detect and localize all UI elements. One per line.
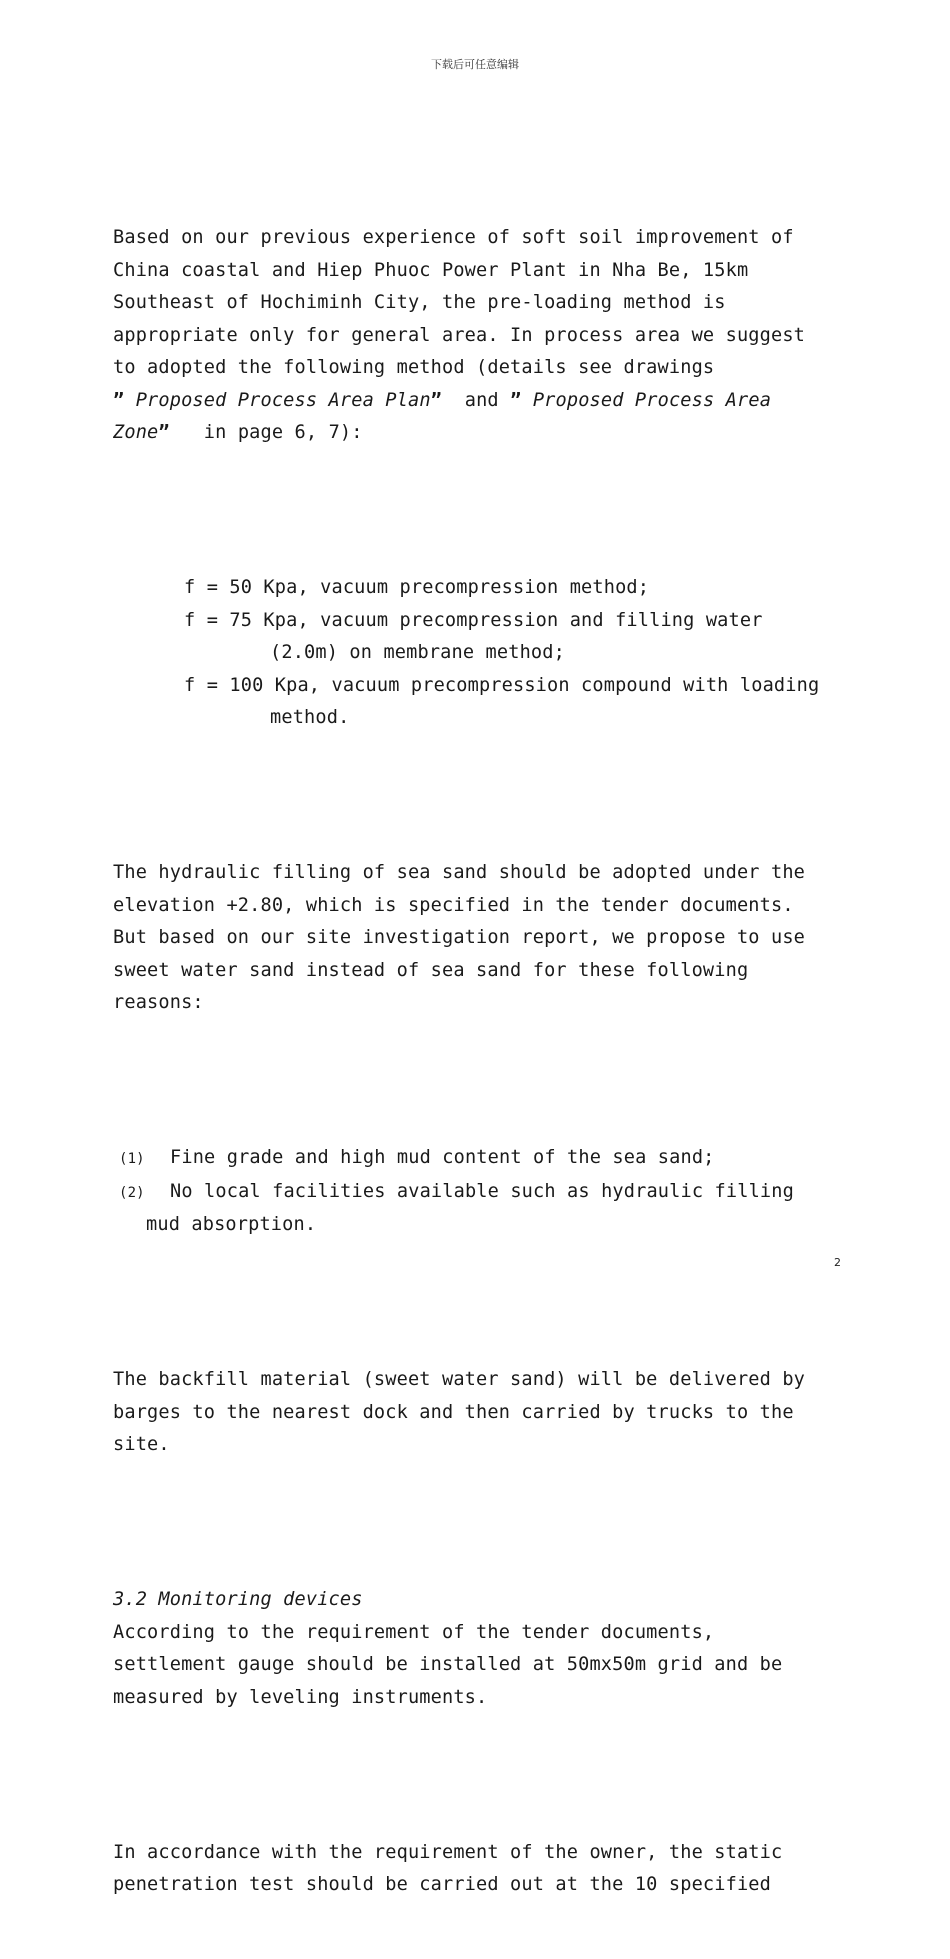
method-item: f = 75 Kpa, vacuum precompression and filling water <box>184 609 763 631</box>
paragraph-intro <box>113 222 848 450</box>
paragraph-backfill <box>113 1364 848 1462</box>
text-line: According to the requirement of the tender documents, <box>113 1621 715 1643</box>
paragraph-penetration-test <box>113 1837 848 1902</box>
text-line: appropriate only for general area. In process area we suggest <box>113 324 806 346</box>
quote-mark: ” <box>158 422 170 443</box>
reason-number: (2) <box>119 1184 145 1201</box>
method-item-cont: (2.0m) on membrane method; <box>270 642 565 663</box>
text-line: reasons: <box>113 992 204 1013</box>
text-line: site. <box>113 1434 170 1455</box>
reason-item-cont: mud absorption. <box>146 1214 317 1235</box>
text-line: penetration test should be carried out at the 10 specified <box>113 1874 771 1895</box>
text-line <box>113 417 848 450</box>
drawing-title-2: Proposed Process Area <box>521 389 772 411</box>
drawing-title-1: Proposed Process Area Plan <box>124 389 431 411</box>
quote-mark: ” <box>430 389 443 411</box>
text-line: measured by leveling instruments. <box>113 1686 488 1708</box>
text-line: China coastal and Hiep Phuoc Power Plant in Nha Be, 15km <box>113 259 749 281</box>
section-monitoring <box>113 1584 848 1714</box>
text-fragment: and <box>442 389 511 411</box>
method-item: f = 50 Kpa, vacuum precompression method; <box>184 577 650 598</box>
drawing-title-2-end: Zone <box>113 422 159 443</box>
reason-text: No local facilities available such as hydraulic filling <box>170 1180 794 1202</box>
method-list <box>113 572 848 735</box>
text-line: Southeast of Hochiminh City, the pre-loading method is <box>113 292 726 313</box>
document-body <box>113 157 848 1959</box>
section-heading: 3.2 Monitoring devices <box>113 1589 363 1610</box>
text-line: The hydraulic filling of sea sand should be adopted under the <box>113 862 806 883</box>
reason-number: (1) <box>119 1151 145 1167</box>
text-line: elevation +2.80, which is specified in the tender documents. <box>113 894 794 916</box>
page-header: 下载后可任意编辑 <box>431 58 519 71</box>
text-line: to adopted the following method (details see drawings <box>113 357 715 378</box>
text-line: sweet water sand instead of sea sand for these following <box>113 959 749 981</box>
method-item-cont: method. <box>270 707 350 728</box>
text-line: barges to the nearest dock and then carried by trucks to the <box>113 1401 794 1423</box>
reason-item <box>113 1142 848 1176</box>
reason-item <box>113 1176 848 1210</box>
quote-mark: ” <box>510 389 522 411</box>
reason-list <box>113 1142 848 1242</box>
text-fragment: in page 6, 7): <box>169 422 363 443</box>
text-line: The backfill material (sweet water sand) will be delivered by <box>113 1369 806 1390</box>
text-line: settlement gauge should be installed at 50mx50m grid and be <box>113 1654 783 1675</box>
quote-mark: ” <box>113 389 125 411</box>
text-line <box>113 385 848 418</box>
reason-text: Fine grade and high mud content of the sea sand; <box>170 1147 715 1168</box>
text-line: Based on our previous experience of soft soil improvement of <box>113 227 794 248</box>
method-item: f = 100 Kpa, vacuum precompression compound with loading <box>184 674 820 696</box>
paragraph-hydraulic-filling <box>113 857 848 1020</box>
text-line: But based on our site investigation report, we propose to use <box>113 927 806 948</box>
page-number: 2 <box>834 1256 841 1269</box>
text-line: In accordance with the requirement of the owner, the static <box>113 1841 783 1863</box>
